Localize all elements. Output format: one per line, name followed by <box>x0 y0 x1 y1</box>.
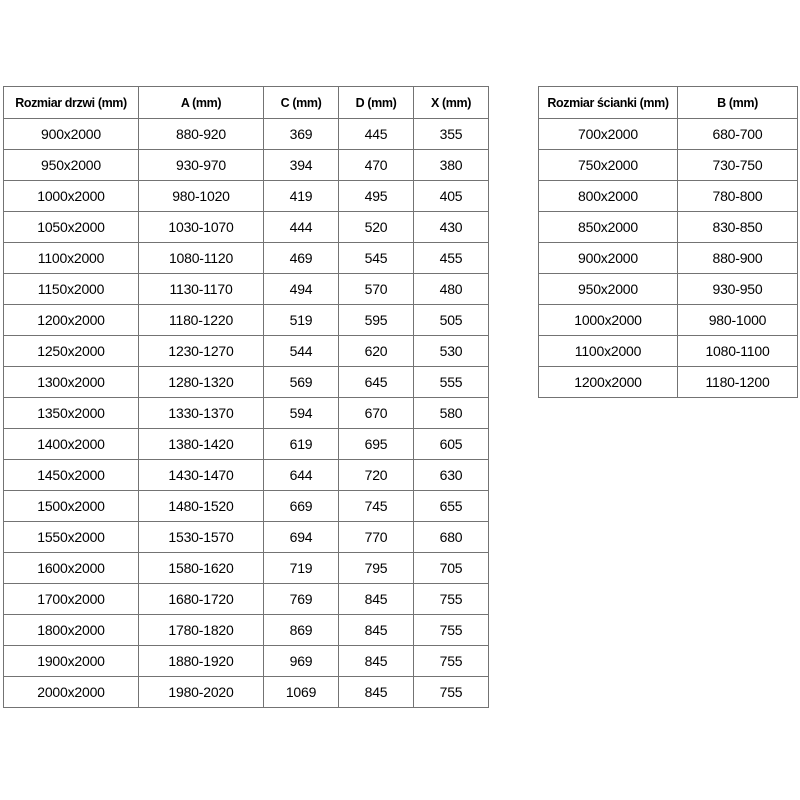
table-cell: 544 <box>264 336 339 367</box>
table-cell: 1430-1470 <box>139 460 264 491</box>
table-cell: 555 <box>414 367 489 398</box>
table-row <box>539 305 798 336</box>
column-header: Rozmiar drzwi (mm) <box>4 87 139 119</box>
table-row <box>4 305 489 336</box>
table-row <box>4 615 489 646</box>
table-cell: 800x2000 <box>539 181 678 212</box>
table-cell: 830-850 <box>678 212 798 243</box>
table-cell: 1800x2000 <box>4 615 139 646</box>
table-cell: 469 <box>264 243 339 274</box>
table-cell: 745 <box>339 491 414 522</box>
table-row <box>4 429 489 460</box>
door-size-table-header-row <box>4 87 489 119</box>
table-cell: 645 <box>339 367 414 398</box>
table-cell: 419 <box>264 181 339 212</box>
table-row <box>539 212 798 243</box>
table-cell: 755 <box>414 615 489 646</box>
wall-size-table <box>538 86 798 398</box>
table-cell: 495 <box>339 181 414 212</box>
table-cell: 720 <box>339 460 414 491</box>
table-cell: 520 <box>339 212 414 243</box>
table-cell: 430 <box>414 212 489 243</box>
table-cell: 444 <box>264 212 339 243</box>
table-cell: 545 <box>339 243 414 274</box>
table-cell: 795 <box>339 553 414 584</box>
table-cell: 670 <box>339 398 414 429</box>
table-cell: 445 <box>339 119 414 150</box>
table-cell: 1250x2000 <box>4 336 139 367</box>
table-cell: 1330-1370 <box>139 398 264 429</box>
table-cell: 569 <box>264 367 339 398</box>
table-cell: 669 <box>264 491 339 522</box>
wall-size-table-body <box>539 119 798 398</box>
wall-size-table-header-row <box>539 87 798 119</box>
column-header: A (mm) <box>139 87 264 119</box>
table-cell: 900x2000 <box>539 243 678 274</box>
table-cell: 980-1020 <box>139 181 264 212</box>
table-cell: 369 <box>264 119 339 150</box>
table-cell: 644 <box>264 460 339 491</box>
table-row <box>539 119 798 150</box>
table-cell: 700x2000 <box>539 119 678 150</box>
table-cell: 1680-1720 <box>139 584 264 615</box>
table-cell: 969 <box>264 646 339 677</box>
table-row <box>539 150 798 181</box>
table-row <box>4 646 489 677</box>
table-cell: 1480-1520 <box>139 491 264 522</box>
table-cell: 405 <box>414 181 489 212</box>
table-cell: 845 <box>339 615 414 646</box>
table-cell: 655 <box>414 491 489 522</box>
table-cell: 1280-1320 <box>139 367 264 398</box>
table-cell: 480 <box>414 274 489 305</box>
table-cell: 1700x2000 <box>4 584 139 615</box>
table-cell: 1780-1820 <box>139 615 264 646</box>
table-cell: 595 <box>339 305 414 336</box>
table-row <box>4 367 489 398</box>
table-cell: 1980-2020 <box>139 677 264 708</box>
table-cell: 1180-1200 <box>678 367 798 398</box>
table-row <box>539 181 798 212</box>
column-header: C (mm) <box>264 87 339 119</box>
column-header: Rozmiar ścianki (mm) <box>539 87 678 119</box>
table-cell: 1150x2000 <box>4 274 139 305</box>
table-row <box>4 677 489 708</box>
table-cell: 605 <box>414 429 489 460</box>
table-row <box>539 243 798 274</box>
table-cell: 630 <box>414 460 489 491</box>
table-cell: 394 <box>264 150 339 181</box>
table-cell: 494 <box>264 274 339 305</box>
table-cell: 1380-1420 <box>139 429 264 460</box>
table-cell: 770 <box>339 522 414 553</box>
table-row <box>4 460 489 491</box>
door-size-table-body <box>4 119 489 708</box>
table-row <box>4 212 489 243</box>
table-cell: 950x2000 <box>4 150 139 181</box>
table-cell: 505 <box>414 305 489 336</box>
table-cell: 1900x2000 <box>4 646 139 677</box>
table-cell: 680-700 <box>678 119 798 150</box>
table-cell: 930-970 <box>139 150 264 181</box>
table-cell: 880-920 <box>139 119 264 150</box>
table-cell: 900x2000 <box>4 119 139 150</box>
table-row <box>4 274 489 305</box>
table-cell: 380 <box>414 150 489 181</box>
table-cell: 1000x2000 <box>4 181 139 212</box>
table-cell: 2000x2000 <box>4 677 139 708</box>
table-row <box>539 274 798 305</box>
table-cell: 755 <box>414 677 489 708</box>
table-cell: 980-1000 <box>678 305 798 336</box>
table-cell: 1100x2000 <box>539 336 678 367</box>
table-cell: 1000x2000 <box>539 305 678 336</box>
table-cell: 695 <box>339 429 414 460</box>
table-row <box>4 181 489 212</box>
table-cell: 930-950 <box>678 274 798 305</box>
table-row <box>4 336 489 367</box>
table-cell: 1450x2000 <box>4 460 139 491</box>
table-cell: 1200x2000 <box>4 305 139 336</box>
table-cell: 950x2000 <box>539 274 678 305</box>
table-cell: 1350x2000 <box>4 398 139 429</box>
table-cell: 1130-1170 <box>139 274 264 305</box>
table-cell: 1080-1100 <box>678 336 798 367</box>
table-cell: 755 <box>414 584 489 615</box>
table-row <box>4 150 489 181</box>
table-cell: 845 <box>339 584 414 615</box>
table-cell: 1069 <box>264 677 339 708</box>
table-row <box>4 398 489 429</box>
table-cell: 1580-1620 <box>139 553 264 584</box>
table-cell: 1200x2000 <box>539 367 678 398</box>
door-size-table <box>3 86 489 708</box>
table-cell: 455 <box>414 243 489 274</box>
table-cell: 694 <box>264 522 339 553</box>
table-cell: 719 <box>264 553 339 584</box>
table-cell: 1050x2000 <box>4 212 139 243</box>
column-header: D (mm) <box>339 87 414 119</box>
table-row <box>539 336 798 367</box>
table-cell: 1180-1220 <box>139 305 264 336</box>
table-cell: 705 <box>414 553 489 584</box>
table-cell: 594 <box>264 398 339 429</box>
table-cell: 680 <box>414 522 489 553</box>
table-cell: 780-800 <box>678 181 798 212</box>
table-cell: 1550x2000 <box>4 522 139 553</box>
table-cell: 845 <box>339 677 414 708</box>
table-cell: 750x2000 <box>539 150 678 181</box>
table-cell: 470 <box>339 150 414 181</box>
table-cell: 1500x2000 <box>4 491 139 522</box>
table-cell: 880-900 <box>678 243 798 274</box>
table-cell: 519 <box>264 305 339 336</box>
table-cell: 755 <box>414 646 489 677</box>
table-cell: 730-750 <box>678 150 798 181</box>
table-cell: 1230-1270 <box>139 336 264 367</box>
table-row <box>4 553 489 584</box>
table-cell: 1300x2000 <box>4 367 139 398</box>
column-header: X (mm) <box>414 87 489 119</box>
table-cell: 1030-1070 <box>139 212 264 243</box>
table-cell: 1600x2000 <box>4 553 139 584</box>
table-row <box>4 584 489 615</box>
table-cell: 869 <box>264 615 339 646</box>
table-row <box>4 119 489 150</box>
table-cell: 850x2000 <box>539 212 678 243</box>
table-cell: 1400x2000 <box>4 429 139 460</box>
table-cell: 1080-1120 <box>139 243 264 274</box>
table-cell: 570 <box>339 274 414 305</box>
table-row <box>539 367 798 398</box>
table-cell: 1100x2000 <box>4 243 139 274</box>
table-cell: 1530-1570 <box>139 522 264 553</box>
table-row <box>4 522 489 553</box>
table-row <box>4 491 489 522</box>
column-header: B (mm) <box>678 87 798 119</box>
table-cell: 620 <box>339 336 414 367</box>
table-cell: 619 <box>264 429 339 460</box>
table-cell: 845 <box>339 646 414 677</box>
table-cell: 769 <box>264 584 339 615</box>
table-cell: 580 <box>414 398 489 429</box>
table-row <box>4 243 489 274</box>
table-cell: 1880-1920 <box>139 646 264 677</box>
table-cell: 530 <box>414 336 489 367</box>
table-cell: 355 <box>414 119 489 150</box>
